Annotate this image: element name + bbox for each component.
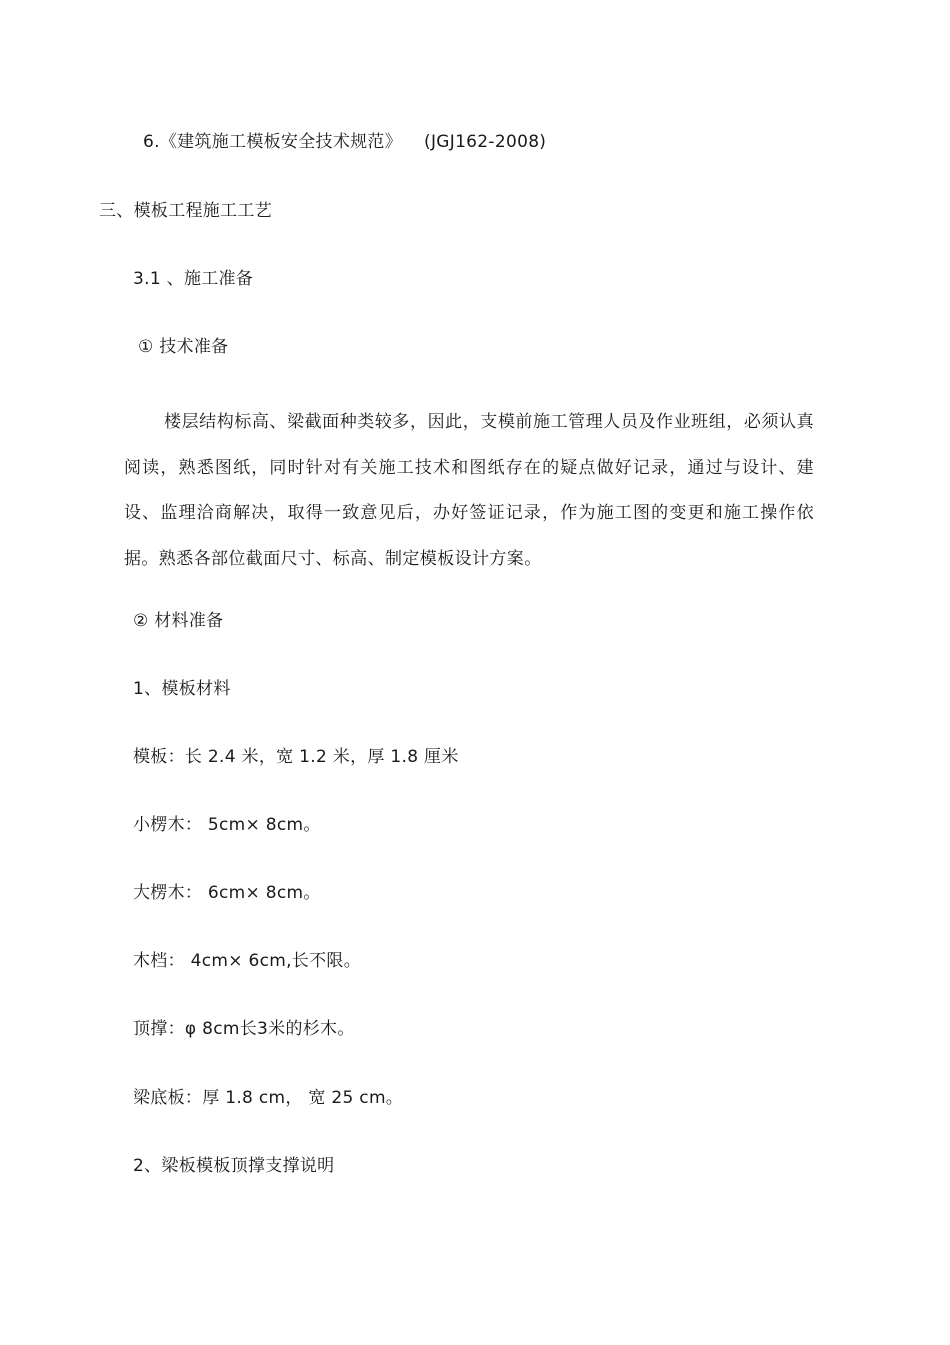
reference-item-6 bbox=[143, 130, 546, 154]
reference-code: (JGJ162-2008) bbox=[424, 132, 547, 152]
small-timber-spec: 小楞木： 5cm× 8cm。 bbox=[133, 815, 321, 835]
item-1-heading: 1、模板材料 bbox=[133, 679, 231, 699]
prop-spec: 顶撑：φ 8cm长3米的杉木。 bbox=[133, 1019, 355, 1039]
wood-block-spec: 木档： 4cm× 6cm,长不限。 bbox=[133, 951, 362, 971]
section-heading-3: 三、模板工程施工工艺 bbox=[99, 201, 272, 221]
subsection-heading-3-1: 3.1 、施工准备 bbox=[133, 269, 254, 289]
beam-bottom-spec: 梁底板：厚 1.8 cm， 宽 25 cm。 bbox=[133, 1088, 404, 1108]
tech-prep-paragraph: 楼层结构标高、梁截面种类较多，因此，支模前施工管理人员及作业班组，必须认真阅读，熟悉图纸，同时针对有关施工技术和图纸存在的疑点做好记录，通过与设计、建设、监理洽商解决，取得一致意见后，办好签证记录，作为施工图的变更和施工操作依据。熟悉各部位截面尺寸、标高、制定模板设计方案。 bbox=[124, 412, 814, 569]
large-timber-spec: 大楞木： 6cm× 8cm。 bbox=[133, 883, 321, 903]
reference-title: 6.《建筑施工模板安全技术规范》 bbox=[143, 132, 403, 152]
tech-prep-heading: ① 技术准备 bbox=[138, 337, 229, 357]
formwork-spec: 模板：长 2.4 米，宽 1.2 米，厚 1.8 厘米 bbox=[133, 747, 459, 767]
item-2-heading: 2、梁板模板顶撑支撑说明 bbox=[133, 1156, 335, 1176]
material-prep-heading: ② 材料准备 bbox=[133, 611, 224, 631]
